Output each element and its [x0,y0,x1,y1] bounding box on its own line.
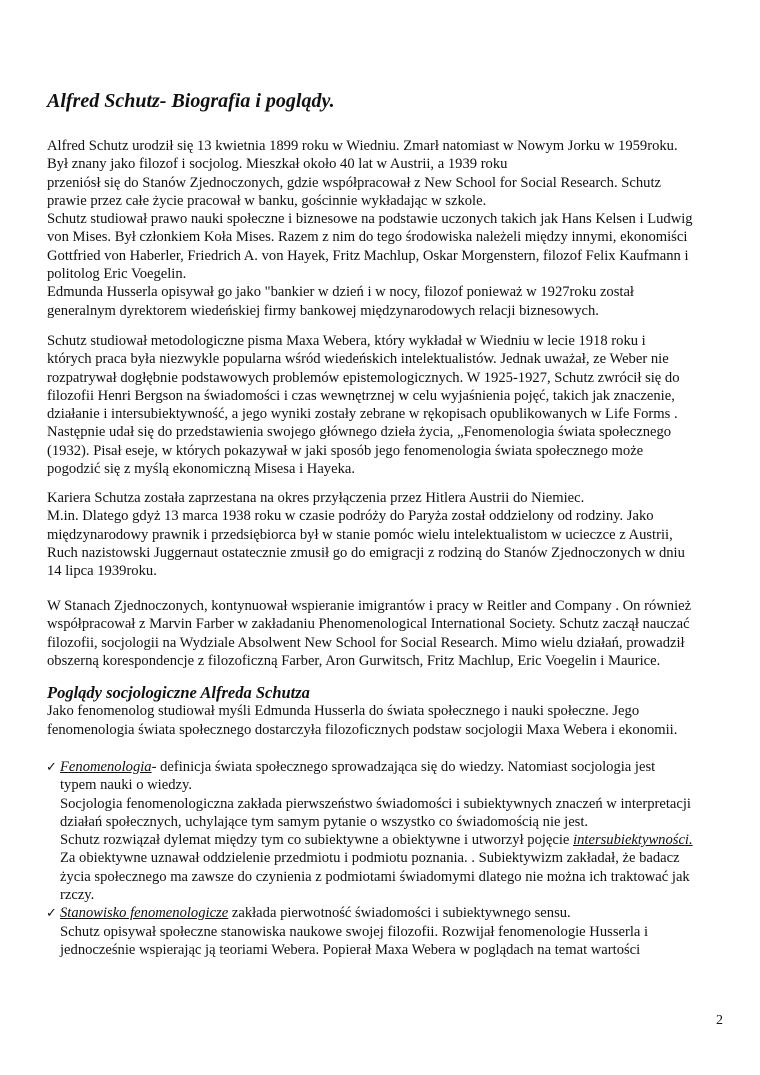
text-line: typem nauki o wiedzy. [60,777,192,794]
text-line: filozofii Henri Bergson na świadomości i czas wewnętrznej w celu wyjaśnienia pojęć, takich jak znaczenie, [47,387,675,404]
text-line: działań społecznych, uchylające tym samym pytanie o wszystko co świadomością nie jest. [60,813,589,830]
text-line: Kariera Schutza została zaprzestana na okres przyłączenia przez Hitlera Austrii do Niemiec. [47,490,585,506]
text-line: prawie przez całe życie pracował w banku, gościnnie wykładając w szkole. [47,192,487,209]
text-line: Schutz studiował prawo nauki społeczne i biznesowe na podstawie uczonych takich jak Hans Kelsen i Ludwig [47,211,693,228]
text-line: politolog Eric Voegelin. [47,266,187,283]
term-intersubiektywnosc: intersubiektywności. [573,832,693,849]
text-line: Edmunda Husserla opisywał go jako "bankier w dzień i w nocy, filozof ponieważ w 1927roku został [47,284,634,301]
text-line [60,831,737,849]
text-line: Był znany jako filozof i socjolog. Mieszkał około 40 lat w Austrii, a 1939 roku [47,156,508,173]
text-line: rozpatrywał dogłębnie podstawowych problemów epistemologicznych. W 1925-1927, Schutz zwrócił się do [47,369,680,386]
text-line: Schutz opisywał społeczne stanowiska naukowe swojej filozofii. Rozwijał fenomenologie Husserla i [60,923,649,940]
text-segment: zakłada pierwotność świadomości i subiektywnego sensu. [228,905,571,922]
text-line: międzynarodowy prawnik i przedsiębiorca był w stanie pomóc wielu intelektualistom w ucieczce z Austrii, [47,526,673,543]
text-line: von Mises. Był członkiem Koła Mises. Razem z nim do tego środowiska należeli między innymi, ekonomiści [47,229,688,246]
text-segment: - definicja świata społecznego sprowadzająca się do wiedzy. Natomiast socjologia jest [151,759,656,775]
text-line: Gottfried von Haberler, Friedrich A. von Hayek, Fritz Machlup, Oskar Morgenstern, filozof Felix Kaufmann i [47,247,689,264]
text-line: W Stanach Zjednoczonych, kontynuował wspieranie imigrantów i pracy w Reitler and Company . On również [47,598,692,614]
text-line: M.in. Dlatego gdyż 13 marca 1938 roku w czasie podróży do Paryża został oddzielony od rodziny. Jako [47,508,654,525]
term-stanowisko: Stanowisko fenomenologicze [60,905,229,922]
paragraph-emigration [47,489,737,580]
text-line: (1932). Pisał eseje, w których pokazywał w jaki sposób jego fenomenologia świata społecznego może [47,442,644,459]
text-segment: Schutz rozwiązał dylemat między tym co subiektywne a obiektywne i utworzył pojęcie [60,832,574,849]
paragraph-usa [47,597,737,670]
text-line: fenomenologia świata społecznego dostarczyła filozoficznych podstaw socjologii Maxa Webera i ekonomii. [47,721,678,738]
checkmark-icon: ✓ [46,759,57,774]
text-line: filozofii, socjologii na Wydziale Absolwent New School for Social Research. Mimo wielu działań, prowadził [47,634,685,651]
document-title: Alfred Schutz- Biografia i poglądy. [47,90,335,112]
text-line: generalnym dyrektorem wiedeńskiej firmy bankowej międzynarodowych relacji biznesowych. [47,302,599,319]
text-line [60,758,737,776]
paragraph-biography [47,137,737,320]
text-line: Jako fenomenolog studiował myśli Edmunda Husserla do świata społecznego i nauki społeczne. Jego [47,703,640,720]
section-heading: Poglądy socjologiczne Alfreda Schutza [47,683,310,702]
text-line: rzczy. [60,887,95,904]
term-fenomenologia: Fenomenologia [60,759,152,775]
list-item-stanowisko [47,904,737,959]
checkmark-icon: ✓ [46,905,57,921]
text-line: pogodzić się z myślą ekonomiczną Misesa i Hayeka. [47,461,355,478]
text-line: Alfred Schutz urodził się 13 kwietnia 1899 roku w Wiedniu. Zmarł natomiast w Nowym Jorku w 1959roku. [47,138,678,154]
text-line: 14 lipca 1939roku. [47,563,157,580]
text-line: jednocześnie wspierając ją teoriami Webera. Popierał Maxa Webera w poglądach na temat wartości [60,941,641,958]
text-line: przeniósł się do Stanów Zjednoczonych, gdzie współpracował z New School for Social Research. Schutz [47,174,661,191]
page-number: 2 [716,1013,723,1028]
paragraph-weber [47,332,737,478]
text-line [60,904,737,922]
text-line: Socjologia fenomenologiczna zakłada pierwszeństwo świadomości i subiektywnych znaczeń w interpretacji [60,795,691,812]
text-line: Ruch nazistowski Juggernaut ostatecznie zmusił go do emigracji z rodziną do Stanów Zjednoczonych w dniu [47,544,685,561]
text-line: współpracował z Marvin Farber w zakładaniu Phenomenological International Society. Schutz zaczął nauczać [47,616,690,633]
text-line: Za obiektywne uznawał oddzielenie przedmiotu i podmiotu poznania. . Subiektywizm zakładał, że badacz [60,850,680,867]
text-line: życia społecznego ma zawsze do czynienia z podmiotami świadomymi dlatego nie można ich traktować jak [60,868,690,885]
text-line: działanie i intersubiektywność, a jego wyniki zostały zebrane w rękopisach opublikowanych w Life Forms . [47,406,678,423]
bullet-list [47,758,737,959]
text-line: obszerną korespondencje z filozoficzną Farber, Aron Gurwitsch, Fritz Machlup, Eric Voegelin i Maurice. [47,652,661,669]
text-line: Schutz studiował metodologiczne pisma Maxa Webera, który wykładał w Wiedniu w lecie 1918 roku i [47,333,646,349]
text-line: Następnie udał się do przedstawienia swojego głównego dzieła życia, „Fenomenologia świata społecznego [47,424,672,441]
text-line: których praca była niezwykle popularna wśród wiedeńskich intelektualistów. Jednak uważał, ze Weber nie [47,351,669,368]
list-item-fenomenologia [47,758,737,904]
section-sociological-views [47,684,737,739]
